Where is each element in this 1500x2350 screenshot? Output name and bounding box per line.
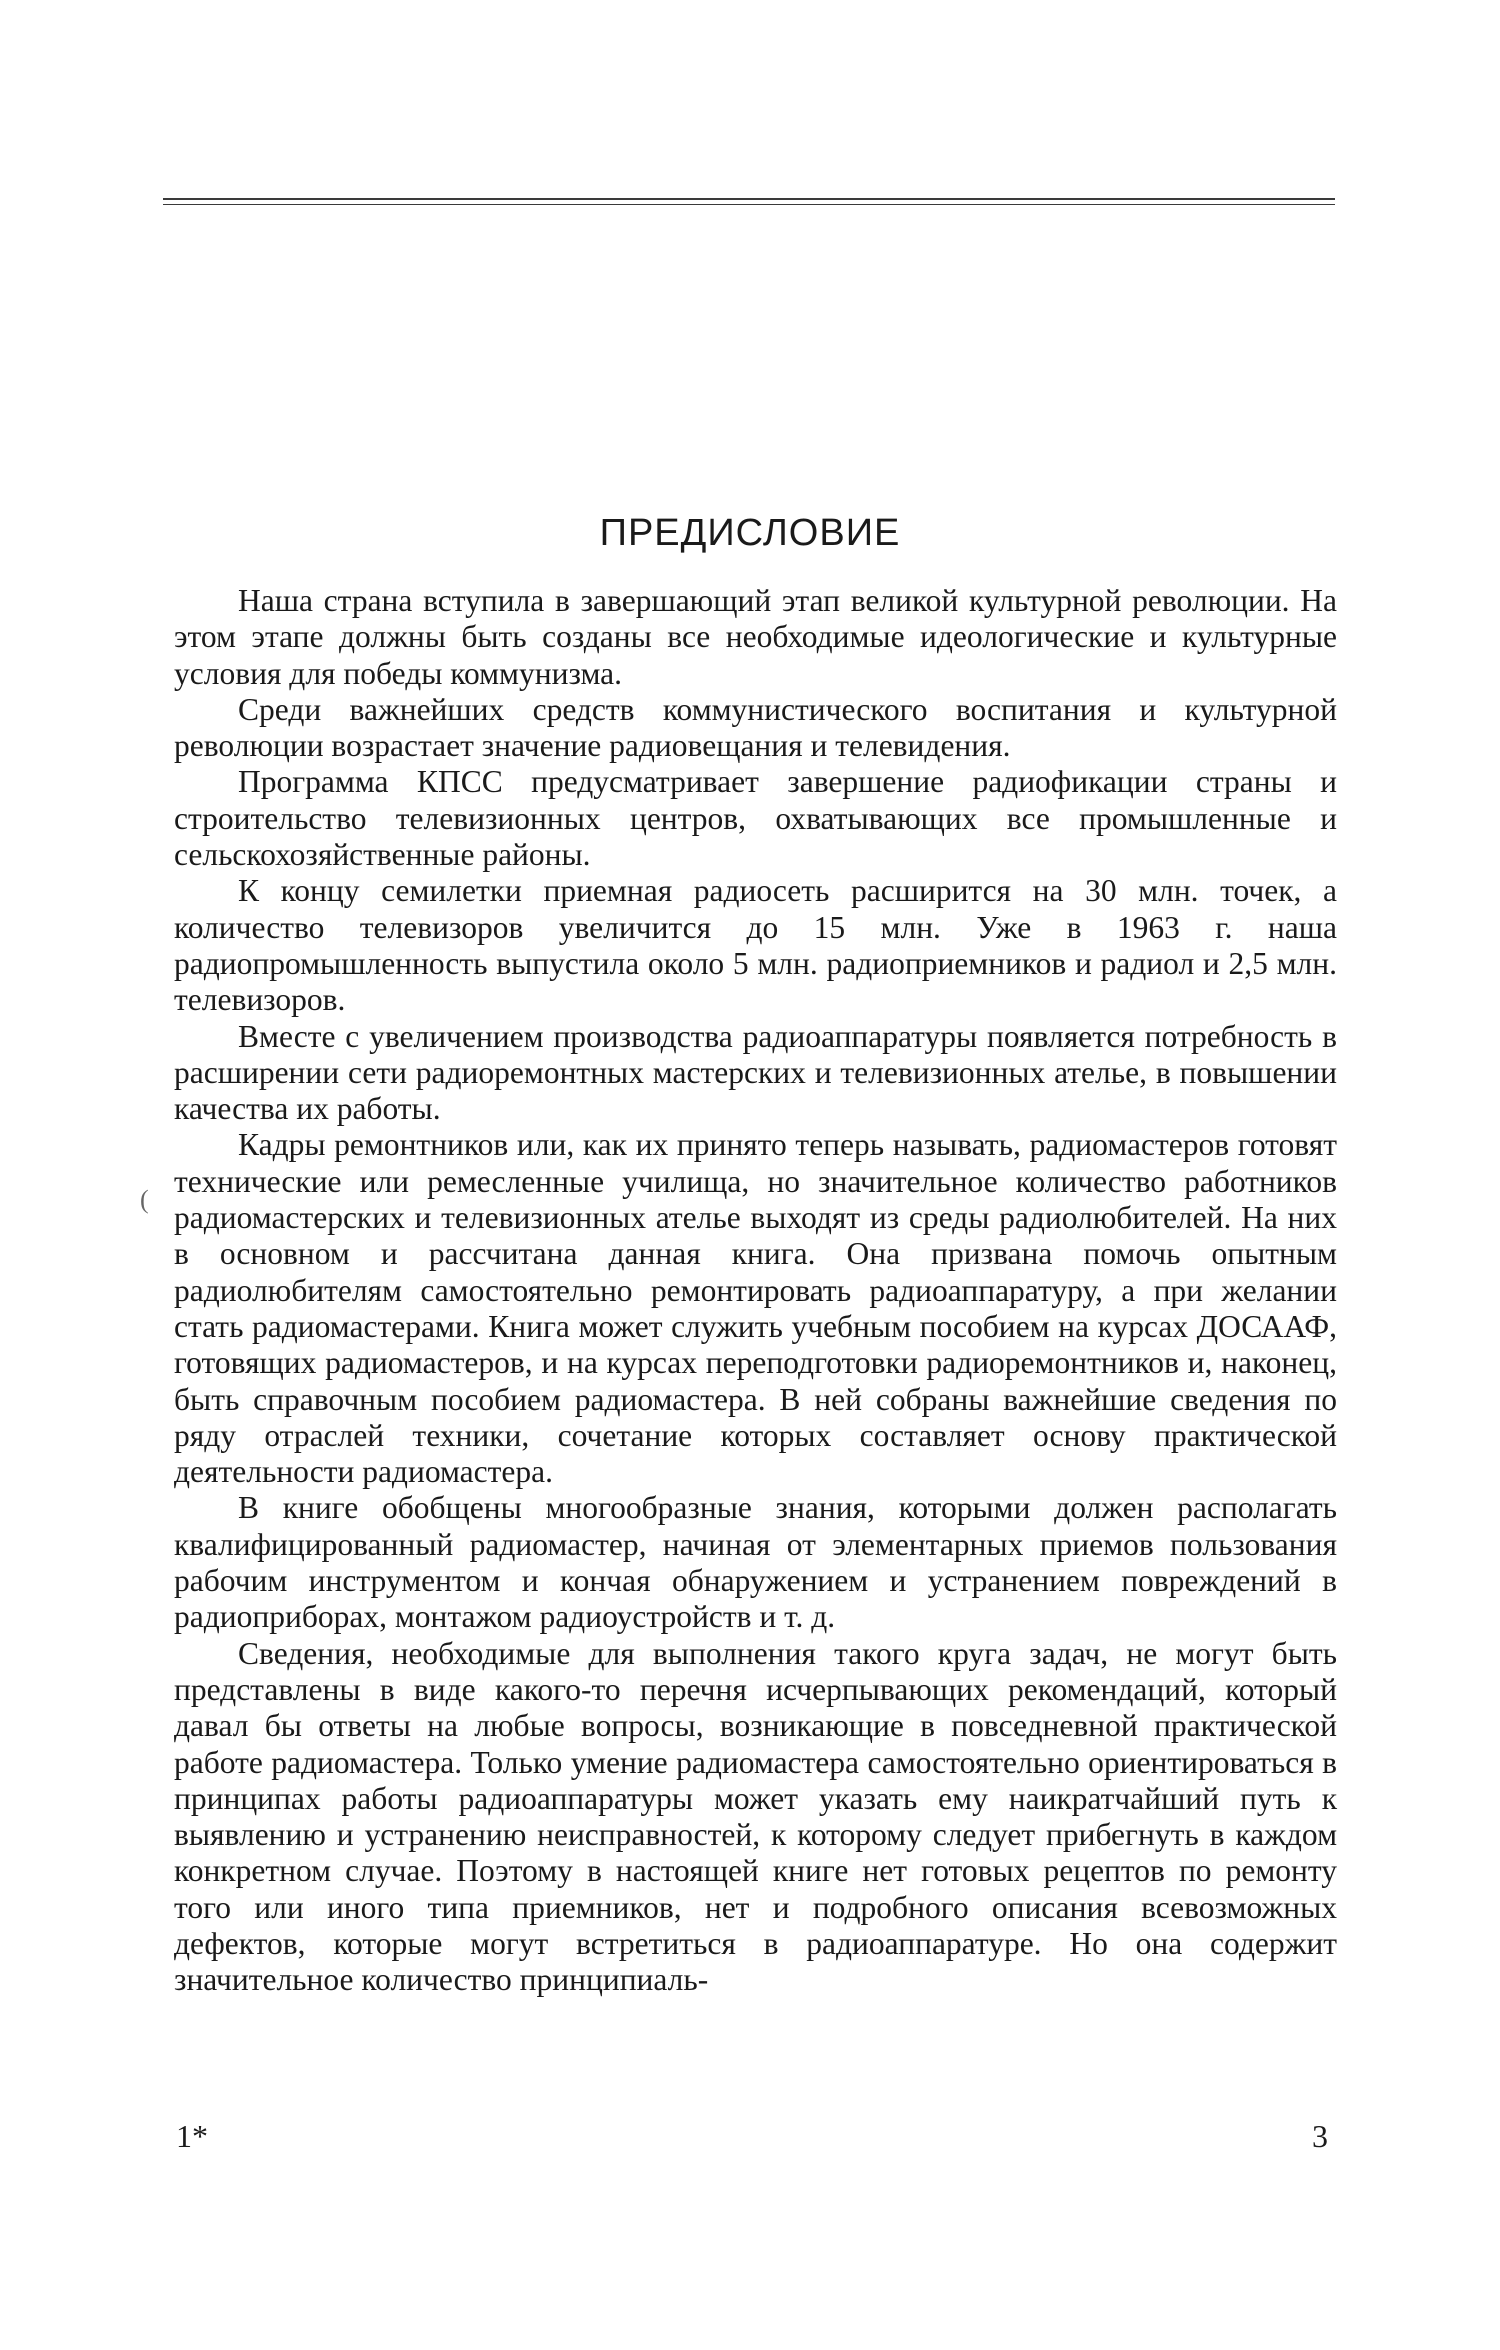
signature-mark: 1* bbox=[176, 2118, 208, 2154]
page-number: 3 bbox=[1312, 2118, 1328, 2154]
page-title: ПРЕДИСЛОВИЕ bbox=[599, 512, 901, 554]
paragraph: К концу семилетки приемная радиосеть расширится на 30 млн. точек, а количество телевизоров увеличится до 15 млн. Уже в 1963 г. наша радиопромышленность выпустила около 5 млн. радиоприемников и радиол и 2,5 млн. телевизоров. bbox=[174, 873, 1337, 1018]
header-rule bbox=[163, 198, 1335, 200]
paragraph: Программа КПСС предусматривает завершение радиофикации страны и строительство телевизионных центров, охватывающих все промышленные и сельскохозяйственные районы. bbox=[174, 764, 1337, 873]
paragraph: Наша страна вступила в завершающий этап великой культурной революции. На этом этапе должны быть созданы все необходимые идеологические и культурные условия для победы коммунизма. bbox=[174, 583, 1337, 691]
header-rule-thin bbox=[163, 204, 1335, 205]
paragraph: Кадры ремонтников или, как их принято теперь называть, радиомастеров готовят технические или ремесленные училища, но значительное количество работников радиомастерских и телевизионных ателье выходят из среды радиолюбителей. На них в основном и рассчитана данная книга. Она призвана помочь опытным радиолюбителям самостоятельно ремонтировать радиоаппаратуру, а при желании стать радиомастерами. Книга может служить учебным пособием на курсах ДОСААФ, готовящих радиомастеров, и на курсах переподготовки радиоремонтников и, наконец, быть справочным пособием радиомастера. В ней собраны важнейшие сведения по ряду отраслей техники, сочетание которых составляет основу практической деятельности радиомастера. bbox=[174, 1127, 1337, 1490]
body-text bbox=[174, 583, 1337, 1999]
paragraph: В книге обобщены многообразные знания, которыми должен располагать квалифицированный радиомастер, начиная от элементарных приемов пользования рабочим инструментом и кончая обнаружением и устранением повреждений в радиоприборах, монтажом радиоустройств и т. д. bbox=[174, 1490, 1337, 1635]
paragraph: Среди важнейших средств коммунистического воспитания и культурной революции возрастает значение радиовещания и телевидения. bbox=[174, 691, 1337, 764]
margin-mark: ( bbox=[140, 1185, 149, 1214]
paragraph: Сведения, необходимые для выполнения такого круга задач, не могут быть представлены в виде какого-то перечня исчерпывающих рекомендаций, который давал бы ответы на любые вопросы, возникающие в повседневной практической работе радиомастера. Только умение радиомастера самостоятельно ориентироваться в принципах работы радиоаппаратуры может указать ему наикратчайший путь к выявлению и устранению неисправностей, к которому следует прибегнуть в каждом конкретном случае. Поэтому в настоящей книге нет готовых рецептов по ремонту того или иного типа приемников, нет и подробного описания всевозможных дефектов, которые могут встретиться в радиоаппаратуре. Но она содержит значительное количество принципиаль- bbox=[174, 1635, 1337, 1998]
paragraph: Вместе с увеличением производства радиоаппаратуры появляется потребность в расширении сети радиоремонтных мастерских и телевизионных ателье, в повышении качества их работы. bbox=[174, 1018, 1337, 1127]
